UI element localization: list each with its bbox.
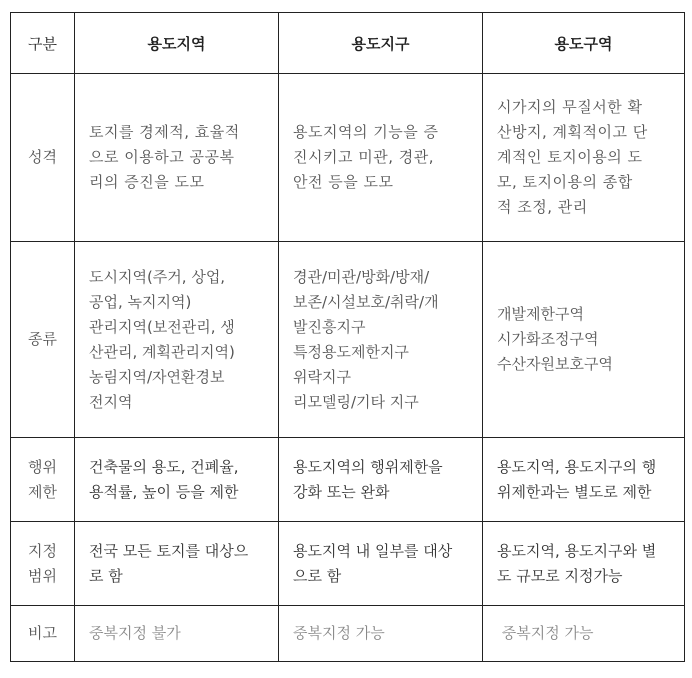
- table-cell: 중복지정 가능: [279, 606, 483, 662]
- header-category: 구분: [11, 13, 75, 74]
- row-label: 비고: [11, 606, 75, 662]
- table-row: [11, 74, 685, 242]
- table-cell: 용도지역, 용도지구의 행 위제한과는 별도로 제한: [483, 438, 685, 522]
- row-label: 종류: [11, 242, 75, 438]
- table-cell: 용도지역 내 일부를 대상 으로 함: [279, 522, 483, 606]
- table-cell: 용도지역, 용도지구와 별 도 규모로 지정가능: [483, 522, 685, 606]
- table-row: [11, 242, 685, 438]
- table-cell: 중복지정 불가: [75, 606, 279, 662]
- table-row: [11, 438, 685, 522]
- table-cell: 개발제한구역 시가화조정구역 수산자원보호구역: [483, 242, 685, 438]
- table-cell: 토지를 경제적, 효율적 으로 이용하고 공공복 리의 증진을 도모: [75, 74, 279, 242]
- header-use-area: 용도구역: [483, 13, 685, 74]
- table-row: [11, 606, 685, 662]
- header-use-zone: 용도지구: [279, 13, 483, 74]
- table-cell: 경관/미관/방화/방재/ 보존/시설보호/취락/개 발진흥지구 특정용도제한지구 위락지구 리모델링/기타 지구: [279, 242, 483, 438]
- table-cell: 용도지역의 기능을 증 진시키고 미관, 경관, 안전 등을 도모: [279, 74, 483, 242]
- table-row: [11, 522, 685, 606]
- row-label: 행위 제한: [11, 438, 75, 522]
- table-cell: 시가지의 무질서한 확 산방지, 계획적이고 단 계적인 토지이용의 도 모, 토지이용의 종합 적 조정, 관리: [483, 74, 685, 242]
- header-use-district: 용도지역: [75, 13, 279, 74]
- table-cell: 도시지역(주거, 상업, 공업, 녹지지역) 관리지역(보전관리, 생 산관리, 계획관리지역) 농림지역/자연환경보 전지역: [75, 242, 279, 438]
- table-cell: 중복지정 가능: [483, 606, 685, 662]
- row-label: 지정 범위: [11, 522, 75, 606]
- row-label: 성격: [11, 74, 75, 242]
- table-cell: 전국 모든 토지를 대상으 로 함: [75, 522, 279, 606]
- table-cell: 용도지역의 행위제한을 강화 또는 완화: [279, 438, 483, 522]
- table-cell: 건축물의 용도, 건폐율, 용적률, 높이 등을 제한: [75, 438, 279, 522]
- zoning-comparison-table: [10, 12, 685, 662]
- table-header-row: [11, 13, 685, 74]
